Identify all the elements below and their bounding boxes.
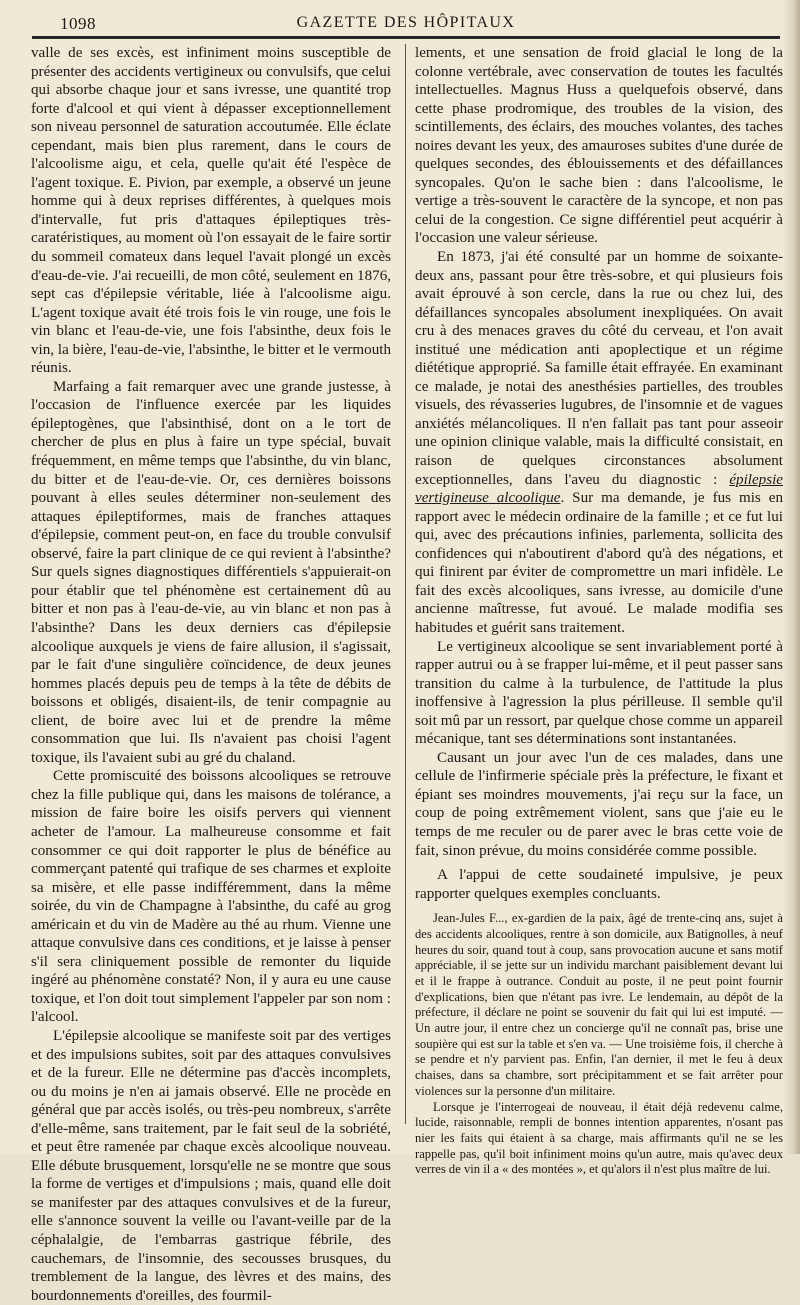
running-title: GAZETTE DES HÔPITAUX xyxy=(296,14,516,31)
page-header xyxy=(32,8,780,38)
right-column xyxy=(415,44,783,1178)
right-paragraph-3: Le vertigineux alcoolique se sent invariablement porté à rapper autrui ou à se frapper lui-même, et il peut passer sans transition du calme à la turbulence, de l'attitude la plus inoffensive à l'agression la plus périlleuse. Il semble qu'il soit mû par un ressort, par quelque chose comme un appareil mécanique, tant ses déterminations sont instantanées. xyxy=(415,638,783,748)
right-paragraph-5: A l'appui de cette soudaineté impulsive, je peux rapporter quelques exemples concluants. xyxy=(415,867,783,902)
case-report-2: Lorsque je l'interrogeai de nouveau, il était déjà redevenu calme, lucide, raisonnable, rempli de bonnes intention apparentes, n'osant pas nier les faits qui étaient à sa charge, mais affirmants qu'il ne se les rappelle pas, qu'il boit infiniment moins qu'un autre, mais qu'avec deux verres de vin il a « des montées », et qu'alors il n'est plus maître de lui. xyxy=(415,1099,783,1177)
header-rule xyxy=(32,38,780,39)
right-paragraph-2 xyxy=(415,248,783,637)
right-paragraph-4: Causant un jour avec l'un de ces malades, dans une cellule de l'infirmerie spéciale près la préfecture, le fixant et épiant ses moindres mouvements, j'ai reçu sur la face, un coup de poing extrêmement violent, sans que j'aie eu le temps de me reculer ou de parer avec le bras cette voie de fait, sinon prévue, du moins considérée comme possible. xyxy=(415,749,783,859)
left-paragraph-1: valle de ses excès, est infiniment moins susceptible de présenter des accidents vertigineux ou convulsifs, que celui qui absorbe chaque jour et sans ivresse, une quantité trop forte d'alcool et qui vient à dépasser exceptionnellement son niveau personnel de saturation accoutumée. Elle éclate cependant, mais bien plus rarement, dans le cours de l'alcoolisme aigu, et cela, quelle qu'ait été l'espèce de l'agent toxique. E. Pivion, par exemple, a observé un jeune homme qui à deux reprises différentes, à quelques mois d'intervalle, fut pris d'attaques épileptiques très-caratéristiques, au moment où l'on essayait de le faire sortir du sommeil comateux dans lequel l'avait plongé un excès d'eau-de-vie. J'ai recueilli, de mon côté, seulement en 1876, sept cas d'épilepsie véritable, liée à l'alcoolisme aigu. L'agent toxique avait été trois fois le vin rouge, une fois le vin blanc et l'eau-de-vie, une fois l'absinthe, deux fois le vin, la bière, l'eau-de-vie, l'absinthe, le bitter et le vermouth réunis. xyxy=(31,45,392,377)
left-column xyxy=(31,44,391,1305)
right-paragraph-2-start: En 1873, j'ai été consulté par un homme de soixante-deux ans, passant pour être très-sobre, et qui plusieurs fois avait éprouvé à son cercle, dans la rue ou chez lui, des défaillances syncopales absolument inexpliquées. On avait cru à des menaces graves du côté du cerveau, et l'on avait institué une médication anti apoplectique et un régime diététique approprié. Sa famille était effrayée. En examinant ce malade, je notai des anesthésies partielles, des troubles visuels, des révasseries lugubres, de l'insomnie et de vagues anxiétés mélancoliques. Il n'en fallait pas tant pour asseoir une opinion clinique valable, mais la difficulté consistait, en raison de quelques circonstances absolument exceptionnelles, dans l'aveu du diagnostic : xyxy=(415,249,783,488)
right-paragraph-2-end: . Sur ma demande, je fus mis en rapport avec le médecin ordinaire de la famille ; et ce fut lui qui, avec des précautions infinies, parlementa, sollicita des confidences qui n'aboutirent d'abord qu'à des négations, et qui finirent par éviter de compromettre un mari infidèle. Le fait des excès alcooliques, sans ivresse, au domicile d'une ancienne maîtresse, fut avoué. Le malade modifia ses habitudes et guérit sans traitement. xyxy=(415,490,783,636)
page-number: 1098 xyxy=(60,14,96,33)
column-divider xyxy=(405,44,406,1124)
page-edge xyxy=(784,0,800,1154)
left-paragraph-4: L'épilepsie alcoolique se manifeste soit par des vertiges et des impulsions subites, soit par des attaques convulsives et de la fureur. Elle ne détermine pas d'accès incomplets, ou du moins je n'en ai jamais observé. Elle ne procède en général que par accès isolés, ou très-peu nombreux, s'arrête d'elle-même, sans traitement, par le fait seul de la sobriété, et peut être ramenée par chaque excès alcoolique nouveau. Elle débute brusquement, lorsqu'elle ne se montre que sous la forme de vertiges et d'impulsions ; mais, quand elle doit se manifester par des attaques convulsives et de la fureur, elle s'annonce souvent la veille ou l'avant-veille par de la céphalalgie, de l'embarras gastrique fébrile, des cauchemars, de l'insomnie, des secousses brusques, du tremblement de la langue, des lèvres et des mains, des bourdonnements d'oreilles, des fourmil- xyxy=(31,1027,391,1304)
left-paragraph-3: Cette promiscuité des boissons alcooliques se retrouve chez la fille publique qui, dans les maisons de tolérance, a mission de faire boire les oisifs pervers qui viennent acheter de l'amour. La malheureuse consomme et fait consommer ce qui doit rapporter le plus de bénéfice au commerçant patenté qui trafique de ses charmes et exploite sa misère, et elle passe indifféremment, dans la même soirée, du vin de Champagne à l'absinthe, du café au grog américain et du vin de Madère au thé au rhum. Vienne une attaque convulsive dans ces conditions, et je laisse à penser s'il sera cliniquement possible de remonter du liquide ingéré au phénomène constaté? Non, il y aura eu une cause toxique, et l'on doit tout simplement l'appeler par son nom : l'alcool. xyxy=(31,768,391,1026)
case-report-1: Jean-Jules F..., ex-gardien de la paix, âgé de trente-cinq ans, sujet à des accidents alcooliques, rentre à son domicile, aux Batignolles, à neuf heures du soir, quand tout à coup, sans provocation aucune et sans motif appréciable, il se jette sur un individu marchant paisiblement devant lui et il le frappe à outrance. Conduit au poste, il ne peut point fournir d'explications, bien que n'étant pas ivre. Le lendemain, au dépôt de la préfecture, il déclare ne point se souvenir du fait qui lui est imputé. — Un autre jour, il entre chez un concierge qu'il ne connaît pas, brise une soupière qui est sur la table et s'en va. — Une troisième fois, il cherche à se pendre et n'y parvient pas. Enfin, l'an dernier, il met le feu à deux chaises, dans sa chambre, sort précipitamment et se fait arrêter pour violences sur la personne d'un militaire. xyxy=(415,911,783,1098)
right-paragraph-1: lements, et une sensation de froid glacial le long de la colonne vertébrale, avec conservation de toutes les facultés intellectuelles. Magnus Huss a quelquefois observé, dans cette phase prodromique, des troubles de la vision, des scintillements, des éclairs, des mouches volantes, des taches noires devant les yeux, des amauroses subites d'une durée de quelques secondes, des éblouissements et des défaillances syncopales. Qu'on le sache bien : dans l'alcoolisme, le vertige a très-souvent le caractère de la syncope, et non pas celui de la congestion. Ce signe différentiel peut acquérir à l'occasion une valeur sérieuse. xyxy=(415,45,783,247)
left-paragraph-2: Marfaing a fait remarquer avec une grande justesse, à l'occasion de l'influence exercée par les liquides épileptogènes, que l'absinthisé, dont on a le tort de chercher de plus en plus à faire un type spécial, buvait fréquemment, en même temps que l'absinthe, du vin blanc, du bitter et de l'eau-de-vie. Or, ces dernières boissons pouvant à elles seules déterminer non-seulement des attaques épileptiformes, mais de franches attaques d'épilepsie, comment peut-on, en face du trouble convulsif observé, faire la part clinique de ce qui revient à l'absinthe? Sur quels signes diagnostiques différentiels s'appuierait-on pour établir que tel phénomène est certainement dû au bitter et non pas à l'eau-de-vie, au vin blanc et non pas à l'absinthe? Dans les deux derniers cas d'épilepsie alcoolique auxquels je viens de faire allusion, il s'agissait, par le fait d'une singulière coïncidence, de deux jeunes hommes placés depuis peu de temps à la tête de débits de boissons et obligés, disaient-ils, de tenir compagnie au client, de boire avec lui et de prendre la même consommation que lui. Ils n'avaient pas choisi l'agent toxique, ils l'avaient subi au gré du chaland. xyxy=(31,378,391,766)
diagnosis-italic: épilepsie vertigineuse alcoolique xyxy=(415,471,783,507)
